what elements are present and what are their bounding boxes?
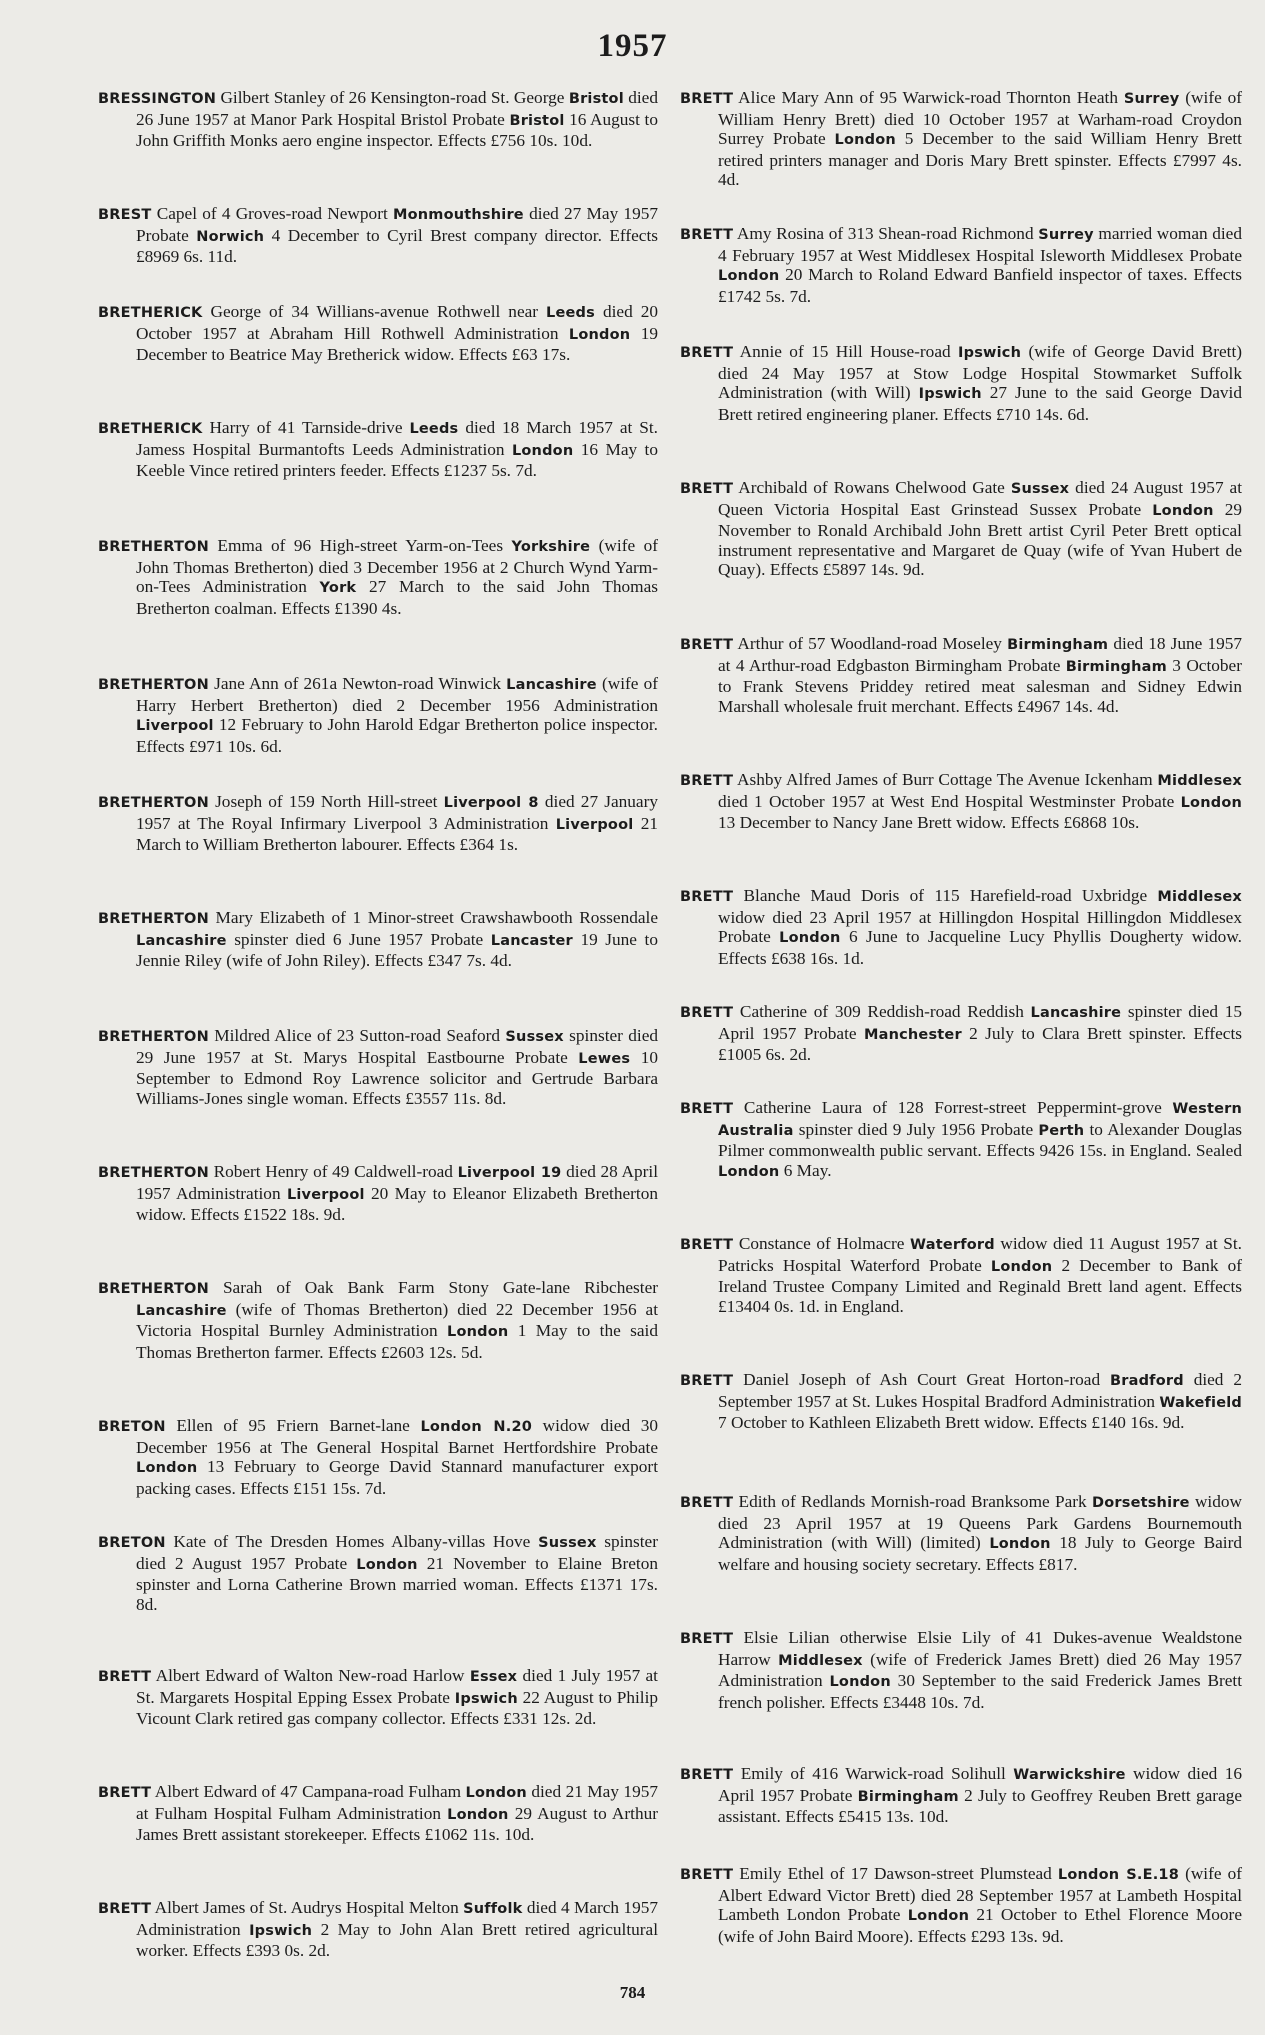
entry-surname: BRETT [680, 1373, 734, 1389]
entry-text: Capel of 4 Groves-road Newport [151, 204, 393, 223]
entry-place: London [511, 442, 574, 459]
entry-surname: BRETT [680, 91, 734, 107]
entry-surname: BRETT [680, 1767, 734, 1783]
entry-text: died 27 January 1957 at The Royal Infirmary Liverpool 3 Administration [136, 792, 658, 833]
entry-text: (wife of George David Brett) died 24 May 1957 at Stow Lodge Hospital Stowmarket Suffolk Administration (with Will) [718, 342, 1242, 403]
probate-entry [680, 634, 1242, 716]
entry-text: 6 May. [779, 1160, 832, 1180]
entry-text: spinster died 2 August 1957 Probate [136, 1532, 658, 1573]
page-year-heading: 1957 [597, 28, 668, 64]
probate-entry [98, 1162, 658, 1225]
entry-surname: BRETON [98, 1419, 166, 1435]
probate-entry [680, 1764, 1242, 1827]
entry-place: Birmingham [857, 1788, 959, 1805]
entry-place: Liverpool 19 [457, 1165, 562, 1181]
entry-text: (wife of John Thomas Bretherton) died 3 December 1956 at 2 Church Wynd Yarm-on-Tees Administration [136, 536, 658, 597]
entry-text: to Alexander Douglas Pilmer commonwealth public servant. Effects 9426 15s. in England. Sealed [718, 1119, 1242, 1161]
entry-surname: BRETHERTON [98, 1029, 209, 1045]
entry-place: Lancashire [136, 1302, 227, 1319]
entry-text: (wife of Harry Herbert Bretherton) died 2 December 1956 Administration [136, 674, 658, 715]
entry-place: London [568, 326, 631, 343]
entry-text: Albert Edward of Walton New-road Harlow [151, 1666, 470, 1685]
probate-entry [680, 770, 1242, 833]
probate-entry [680, 1002, 1242, 1065]
entry-place: Surrey [1038, 227, 1094, 243]
probate-entry [98, 88, 658, 151]
entry-text: 5 December to the said William Henry Brett retired printers manager and Doris Mary Brett spinster. Effects £7997 4s. 4d. [718, 129, 1242, 190]
entry-place: Lancaster [490, 932, 573, 949]
probate-entry [680, 1864, 1242, 1946]
probate-entry [98, 1026, 658, 1108]
probate-entry [98, 908, 658, 971]
entry-surname: BRETT [680, 889, 734, 905]
entry-text: Albert James of St. Audrys Hospital Melton [151, 1898, 464, 1917]
entry-surname: BRETT [680, 637, 734, 653]
probate-entry [680, 1628, 1242, 1712]
entry-place: Middlesex [1157, 889, 1242, 905]
entry-text: Constance of Holmacre [733, 1234, 911, 1253]
entry-text: 13 December to Nancy Jane Brett widow. Effects £6868 10s. [718, 813, 1140, 833]
entry-text: (wife of Thomas Bretherton) died 22 December 1956 at Victoria Hospital Burnley Administration [136, 1299, 658, 1341]
entry-text: Gilbert Stanley of 26 Kensington-road St. George [216, 88, 569, 107]
entry-text: died 28 April 1957 Administration [136, 1162, 659, 1203]
entry-text: 30 September to the said Frederick James Brett french polisher. Effects £3448 10s. 7d. [718, 1671, 1242, 1712]
entry-place: Birmingham [1007, 637, 1109, 653]
entry-surname: BRETON [98, 1535, 166, 1551]
entry-text: 27 March to the said John Thomas Bretherton coalman. Effects £1390 4s. [136, 577, 658, 618]
entry-surname: BRETHERTON [98, 539, 209, 555]
entry-place: Leeds [409, 421, 459, 437]
entry-surname: BRETHERTON [98, 677, 209, 693]
entry-text: widow died 23 April 1957 at 19 Queens Park Gardens Bournemouth Administration (with Will) (limited) [718, 1492, 1242, 1553]
entry-surname: BRETHERTON [98, 1165, 209, 1181]
entry-place: Liverpool [555, 816, 634, 833]
probate-entry [98, 674, 658, 756]
entry-text: Joseph of 159 North Hill-street [208, 792, 444, 811]
entry-text: Arthur of 57 Woodland-road Moseley [733, 634, 1008, 653]
entry-text: 21 October to Ethel Florence Moore (wife of John Baird Moore). Effects £293 13s. 9d. [718, 1905, 1242, 1946]
entry-text: (wife of Frederick James Brett) died 26 May 1957 Administration [718, 1649, 1242, 1691]
entry-place: Manchester [863, 1026, 962, 1043]
probate-entry [98, 1278, 658, 1362]
probate-entry [680, 1234, 1242, 1316]
probate-entry [98, 1666, 658, 1729]
probate-entry [680, 1370, 1242, 1433]
entry-text: spinster died 15 April 1957 Probate [718, 1002, 1242, 1043]
entry-surname: BRETT [98, 1669, 152, 1685]
entry-place: London [447, 1324, 509, 1341]
entry-surname: BRETHERICK [98, 305, 203, 321]
entry-place: London [1152, 502, 1214, 519]
entry-text: spinster died 6 June 1957 Probate [226, 929, 491, 949]
entry-place: Liverpool [136, 718, 214, 735]
entry-place: Bradford [1110, 1373, 1184, 1389]
entry-place: Birmingham [1065, 658, 1167, 675]
entry-place: London [990, 1258, 1053, 1275]
entry-text: Annie of 15 Hill House-road [733, 342, 959, 361]
probate-entry [680, 886, 1242, 968]
entry-text: Emma of 96 High-street Yarm-on-Tees [208, 536, 512, 555]
entry-place: London [718, 268, 780, 285]
entry-surname: BRESSINGTON [98, 91, 217, 107]
entry-text: Archibald of Rowans Chelwood Gate [733, 478, 1011, 497]
entry-place: London [465, 1785, 527, 1801]
probate-entry [98, 204, 658, 267]
probate-entry [98, 536, 658, 618]
entry-text: Jane Ann of 261a Newton-road Winwick [208, 674, 507, 693]
entry-place: York [319, 580, 357, 597]
probate-entry [680, 1492, 1242, 1574]
entry-surname: BREST [98, 207, 152, 223]
entry-text: Ashby Alfred James of Burr Cottage The Avenue Ickenham [733, 770, 1158, 789]
entry-text: widow died 30 December 1956 at The General Hospital Barnet Hertfordshire Probate [136, 1416, 658, 1457]
entry-text: died 18 June 1957 at 4 Arthur-road Edgbaston Birmingham Probate [718, 634, 1243, 675]
entry-text: 2 July to Geoffrey Reuben Brett garage assistant. Effects £5415 13s. 10d. [718, 1785, 1243, 1827]
entry-text: Sarah of Oak Bank Farm Stony Gate-lane Ribchester [208, 1278, 658, 1297]
entry-text: 19 June to Jennie Riley (wife of John Riley). Effects £347 7s. 4d. [136, 929, 658, 971]
entry-place: London [718, 1163, 780, 1180]
entry-place: Lancashire [1030, 1005, 1122, 1021]
entry-surname: BRETT [680, 227, 734, 243]
entry-place: Lancashire [136, 932, 227, 949]
entry-place: Liverpool [286, 1186, 365, 1203]
probate-entry [98, 418, 658, 481]
entry-place: Norwich [196, 228, 265, 245]
entry-surname: BRETT [98, 1785, 152, 1801]
entry-text: 16 August to John Griffith Monks aero engine inspector. Effects £756 10s. 10d. [136, 109, 658, 151]
entry-place: London N.20 [420, 1419, 533, 1435]
entry-text: Harry of 41 Tarnside-drive [202, 418, 410, 437]
entry-text: 4 December to Cyril Brest company director. Effects £8969 6s. 11d. [136, 225, 658, 267]
entry-place: London [447, 1806, 509, 1823]
entry-surname: BRETT [680, 1867, 734, 1883]
page-number: 784 [619, 1983, 646, 2002]
entry-text: 22 August to Philip Vicount Clark retired gas company collector. Effects £331 12s. 2d. [136, 1687, 659, 1729]
entry-surname: BRETT [680, 481, 734, 497]
entry-place: Sussex [505, 1029, 564, 1045]
entry-place: London [779, 930, 841, 947]
entry-text: George of 34 Willians-avenue Rothwell near [202, 302, 547, 321]
entry-text: 10 September to Edmond Roy Lawrence solicitor and Gertrude Barbara Williams-Jones single woman. Effects £3557 11s. 8d. [136, 1047, 658, 1108]
entry-text: died 2 September 1957 at St. Lukes Hospital Bradford Administration [718, 1370, 1242, 1411]
entry-text: Elsie Lilian otherwise Elsie Lily of 41 Dukes-avenue Wealdstone Harrow [718, 1628, 1242, 1669]
entry-place: Ipswich [454, 1690, 518, 1707]
entry-text: spinster died 29 June 1957 at St. Marys Hospital Eastbourne Probate [136, 1026, 659, 1067]
entry-text: widow died 23 April 1957 at Hillingdon Hospital Hillingdon Middlesex Probate [718, 907, 1242, 947]
probate-entry [98, 792, 658, 855]
entry-text: Alice Mary Ann of 95 Warwick-road Thornton Heath [733, 88, 1124, 107]
entry-place: London S.E.18 [1057, 1867, 1180, 1883]
entry-place: Suffolk [463, 1901, 523, 1917]
entry-place: Surrey [1123, 91, 1180, 107]
probate-entry [680, 342, 1242, 424]
entry-text: spinster died 9 July 1956 Probate [793, 1119, 1039, 1139]
entry-surname: BRETHERTON [98, 1281, 209, 1297]
entry-text: 7 October to Kathleen Elizabeth Brett widow. Effects £140 16s. 9d. [718, 1413, 1185, 1433]
entry-text: Mildred Alice of 23 Sutton-road Seaford [208, 1026, 506, 1045]
entry-place: Monmouthshire [392, 207, 524, 223]
entry-text: Albert Edward of 47 Campana-road Fulham [151, 1782, 466, 1801]
entry-place: London [356, 1556, 418, 1573]
entry-text: Catherine Laura of 128 Forrest-street Peppermint-grove [733, 1098, 1173, 1117]
probate-entry [680, 88, 1242, 190]
entry-text: died 27 May 1957 Probate [136, 204, 658, 245]
entry-text: 12 February to John Harold Edgar Bretherton police inspector. Effects £971 10s. 6d. [136, 715, 658, 756]
probate-entry [98, 1782, 658, 1845]
entry-surname: BRETT [680, 345, 734, 361]
entry-text: Daniel Joseph of Ash Court Great Horton-road [733, 1370, 1111, 1389]
entry-text: Kate of The Dresden Homes Albany-villas Hove [165, 1532, 539, 1551]
entry-place: Lewes [578, 1050, 631, 1067]
entry-place: Ipswich [958, 345, 1022, 361]
entry-text: Emily of 416 Warwick-road Solihull [733, 1764, 1014, 1783]
entry-surname: BRETT [680, 1237, 734, 1253]
entry-text: died 21 May 1957 at Fulham Hospital Fulham Administration [136, 1782, 658, 1823]
entry-place: Bristol [568, 91, 624, 107]
entry-text: Amy Rosina of 313 Shean-road Richmond [733, 224, 1039, 243]
entry-place: London [989, 1536, 1051, 1553]
entry-place: London [907, 1908, 970, 1925]
entry-text: 2 December to Bank of Ireland Trustee Company Limited and Reginald Brett land agent. Effects £13404 0s. 1d. in England. [718, 1255, 1243, 1316]
entry-surname: BRETT [680, 1631, 734, 1647]
entry-text: Ellen of 95 Friern Barnet-lane [165, 1416, 421, 1435]
entry-surname: BRETT [98, 1901, 152, 1917]
entry-surname: BRETHERTON [98, 911, 209, 927]
entry-place: London [829, 1674, 891, 1691]
entry-text: (wife of Albert Edward Victor Brett) died 28 September 1957 at Lambeth Hospital Lambeth London Probate [718, 1864, 1242, 1925]
entry-text: 29 August to Arthur James Brett assistant storekeeper. Effects £1062 11s. 10d. [136, 1803, 658, 1845]
entry-surname: BRETHERICK [98, 421, 203, 437]
entry-text: died 18 March 1957 at St. Jamess Hospital Burmantofts Leeds Administration [136, 418, 659, 459]
entry-text: died 20 October 1957 at Abraham Hill Rothwell Administration [136, 302, 658, 343]
entry-text: Robert Henry of 49 Caldwell-road [208, 1162, 458, 1181]
entry-text: 27 June to the said George David Brett retired engineering planer. Effects £710 14s. 6d. [718, 383, 1242, 424]
entry-text: 20 May to Eleanor Elizabeth Bretherton widow. Effects £1522 18s. 9d. [136, 1183, 658, 1225]
entry-surname: BRETT [680, 1101, 734, 1117]
entry-text: widow died 16 April 1957 Probate [718, 1764, 1243, 1805]
entry-place: Warwickshire [1013, 1767, 1126, 1783]
entry-surname: BRETT [680, 1005, 734, 1021]
entry-place: Sussex [538, 1535, 597, 1551]
entry-place: Perth [1038, 1122, 1085, 1139]
entry-place: Bristol [509, 112, 565, 129]
entry-place: Dorsetshire [1091, 1495, 1190, 1511]
entry-place: Yorkshire [511, 539, 591, 555]
entry-surname: BRETT [680, 1495, 734, 1511]
entry-text: 21 November to Elaine Breton spinster and Lorna Catherine Brown married woman. Effects £1371 17s. 8d. [136, 1553, 658, 1614]
entry-text: died 24 August 1957 at Queen Victoria Hospital East Grinstead Sussex Probate [718, 478, 1242, 519]
entry-place: London [1180, 794, 1242, 811]
entry-text: died 1 July 1957 at St. Margarets Hospital Epping Essex Probate [136, 1666, 658, 1707]
entry-place: Wakefield [1159, 1394, 1242, 1411]
entry-text: died 4 March 1957 Administration [136, 1898, 658, 1939]
entry-place: Lancashire [506, 677, 597, 693]
entry-place: Sussex [1010, 481, 1070, 497]
entry-place: Waterford [910, 1237, 995, 1253]
entry-text: died 26 June 1957 at Manor Park Hospital Bristol Probate [136, 88, 658, 129]
probate-entry [98, 302, 658, 365]
probate-entry [680, 1098, 1242, 1182]
entry-text: 29 November to Ronald Archibald John Brett artist Cyril Peter Brett optical instrument representative and Margaret de Quay (wife of Yvan Hubert de Quay). Effects £5897 14s. 9d. [718, 499, 1242, 580]
entry-text: 18 July to George Baird welfare and housing society secretary. Effects £817. [718, 1533, 1242, 1574]
entry-place: Ipswich [249, 1922, 313, 1939]
entry-place: Liverpool 8 [443, 795, 539, 811]
entry-surname: BRETHERTON [98, 795, 209, 811]
entry-text: (wife of William Henry Brett) died 10 October 1957 at Warham-road Croydon Surrey Probate [718, 88, 1243, 149]
entry-text: Mary Elizabeth of 1 Minor-street Crawshawbooth Rossendale [208, 908, 658, 927]
entry-text: Emily Ethel of 17 Dawson-street Plumstead [733, 1864, 1058, 1883]
entry-text: widow died 11 August 1957 at St. Patricks Hospital Waterford Probate [718, 1234, 1242, 1275]
entry-text: 16 May to Keeble Vince retired printers feeder. Effects £1237 5s. 7d. [136, 439, 658, 481]
entry-text: Catherine of 309 Reddish-road Reddish [733, 1002, 1031, 1021]
entry-place: Middlesex [778, 1652, 863, 1669]
entry-place: Ipswich [918, 386, 982, 403]
entry-text: 13 February to George David Stannard manufacturer export packing cases. Effects £151 15s. 7d. [136, 1457, 658, 1498]
entry-text: 1 May to the said Thomas Bretherton farmer. Effects £2603 12s. 5d. [136, 1321, 658, 1362]
entry-text: 19 December to Beatrice May Bretherick widow. Effects £63 17s. [136, 323, 658, 365]
entry-place: Leeds [546, 305, 595, 321]
entry-place: London [834, 132, 896, 149]
entry-text: married woman died 4 February 1957 at West Middlesex Hospital Isleworth Middlesex Probate [718, 224, 1242, 265]
entry-text: 21 March to William Bretherton labourer. Effects £364 1s. [136, 813, 658, 855]
entry-text: died 1 October 1957 at West End Hospital Westminster Probate [718, 791, 1181, 811]
entry-place: London [136, 1460, 198, 1477]
entry-text: Edith of Redlands Mornish-road Branksome Park [733, 1492, 1092, 1511]
probate-entry [98, 1416, 658, 1498]
entry-text: 2 July to Clara Brett spinster. Effects £1005 6s. 2d. [718, 1023, 1243, 1065]
entry-place: Essex [469, 1669, 518, 1685]
entry-place: Middlesex [1157, 773, 1242, 789]
entry-place: Western Australia [718, 1101, 1242, 1139]
entry-text: 3 October to Frank Stevens Priddey retired meat salesman and Sidney Edwin Marshall wholesale fruit merchant. Effects £4967 14s. 4d. [718, 655, 1242, 716]
probate-entry [680, 224, 1242, 306]
entry-text: 20 March to Roland Edward Banfield inspector of taxes. Effects £1742 5s. 7d. [718, 265, 1242, 306]
probate-entry [680, 478, 1242, 580]
probate-entry [98, 1898, 658, 1961]
entry-surname: BRETT [680, 773, 734, 789]
entry-text: 6 June to Jacqueline Lucy Phyllis Dougherty widow. Effects £638 16s. 1d. [718, 927, 1242, 968]
probate-entry [98, 1532, 658, 1614]
entry-text: 2 May to John Alan Brett retired agricultural worker. Effects £393 0s. 2d. [136, 1919, 658, 1961]
entry-text: Blanche Maud Doris of 115 Harefield-road Uxbridge [733, 886, 1158, 905]
